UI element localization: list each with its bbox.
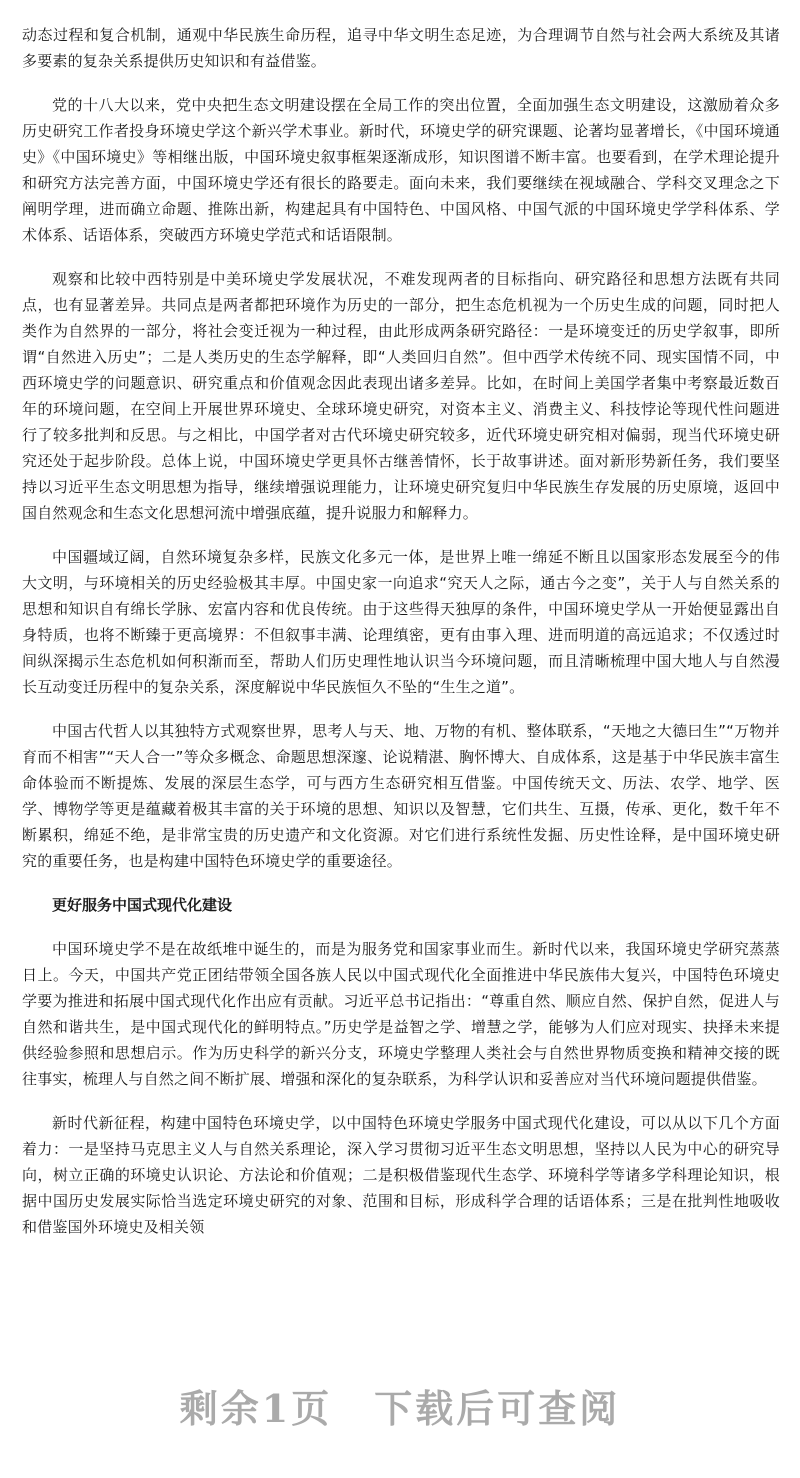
paragraph: 中国疆域辽阔，自然环境复杂多样，民族文化多元一体，是世界上唯一绵延不断且以国家形态发展至今的伟大文明，与环境相关的历史经验极其丰厚。中国史家一向追求“究天人之际，通古今之变”，关于人与自然关系的思想和知识自有绵长学脉、宏富内容和优良传统。由于这些得天独厚的条件，中国环境史学从一开始便显露出自身特质，也将不断臻于更高境界：不但叙事丰满、论理缜密，更有由事入理、进而明道的高远追求；不仅透过时间纵深揭示生态危机如何积渐而至，帮助人们历史理性地认识当今环境问题，而且清晰梳理中国大地人与自然漫长互动变迁历程中的复杂关系，深度解说中华民族恒久不坠的“生生之道”。 [22,548,780,696]
remaining-pages-label: 剩余1页 [179,1386,333,1431]
download-to-view-label: 下载后可查阅 [374,1386,621,1431]
paragraph: 党的十八大以来，党中央把生态文明建设摆在全局工作的突出位置，全面加强生态文明建设，这激励着众多历史研究工作者投身环境史学这个新兴学术事业。新时代，环境史学的研究课题、论著均显著增长，《中国环境通史》《中国环境史》等相继出版，中国环境史叙事框架逐渐成形，知识图谱不断丰富。也要看到，在学术理论提升和研究方法完善方面，中国环境史学还有很长的路要走。面向未来，我们要继续在视域融合、学科交叉理念之下阐明学理，进而确立命题、推陈出新，构建起具有中国特色、中国风格、中国气派的中国环境史学学科体系、学术体系、话语体系，突破西方环境史学范式和话语限制。 [22,96,780,244]
section-heading: 更好服务中国式现代化建设 [52,896,233,914]
download-prompt[interactable] [0,1378,800,1433]
paragraph: 中国古代哲人以其独特方式观察世界，思考人与天、地、万物的有机、整体联系，“天地之大德曰生”“万物并育而不相害”“天人合一”等众多概念、命题思想深邃、论说精湛、胸怀博大、自成体系，这是基于中华民族丰富生命体验而不断提炼、发展的深层生态学，可与西方生态研究相互借鉴。中国传统天文、历法、农学、地学、医学、博物学等更是蕴藏着极其丰富的关于环境的思想、知识以及智慧，它们共生、互摄，传承、更化，数千年不断累积，绵延不绝，是非常宝贵的历史遗产和文化资源。对它们进行系统性发掘、历史性诠释，是中国环境史研究的重要任务，也是构建中国特色环境史学的重要途径。 [22,722,780,870]
paragraph: 新时代新征程，构建中国特色环境史学，以中国特色环境史学服务中国式现代化建设，可以从以下几个方面着力：一是坚持马克思主义人与自然关系理论，深入学习贯彻习近平生态文明思想，坚持以人民为中心的研究导向，树立正确的环境史认识论、方法论和价值观；二是积极借鉴现代生态学、环境科学等诸多学科理论知识，根据中国历史发展实际恰当选定环境史研究的对象、范围和目标，形成科学合理的话语体系；三是在批判性地吸收和借鉴国外环境史及相关领 [22,1114,780,1236]
paragraph: 观察和比较中西特别是中美环境史学发展状况，不难发现两者的目标指向、研究路径和思想方法既有共同点，也有显著差异。共同点是两者都把环境作为历史的一部分，把生态危机视为一个历史生成的问题，同时把人类作为自然界的一部分，将社会变迁视为一种过程，由此形成两条研究路径：一是环境变迁的历史学叙事，即所谓“自然进入历史”；二是人类历史的生态学解释，即“人类回归自然”。但中西学术传统不同、现实国情不同，中西环境史学的问题意识、研究重点和价值观念因此表现出诸多差异。比如，在时间上美国学者集中考察最近数百年的环境问题，在空间上开展世界环境史、全球环境史研究，对资本主义、消费主义、科技悖论等现代性问题进行了较多批判和反思。与之相比，中国学者对古代环境史研究较多，近代环境史研究相对偏弱，现当代环境史研究还处于起步阶段。总体上说，中国环境史学更具怀古继善情怀，长于故事讲述。面对新形势新任务，我们要坚持以习近平生态文明思想为指导，继续增强说理能力，让环境史研究复归中华民族生存发展的历史原境，返回中国自然观念和生态文化思想河流中增强底蕴，提升说服力和解释力。 [22,270,780,522]
article-body [22,22,780,1258]
paragraph: 中国环境史学不是在故纸堆中诞生的，而是为服务党和国家事业而生。新时代以来，我国环境史学研究蒸蒸日上。今天，中国共产党正团结带领全国各族人民以中国式现代化全面推进中华民族伟大复兴，中国特色环境史学要为推进和拓展中国式现代化作出应有贡献。习近平总书记指出：“尊重自然、顺应自然、保护自然，促进人与自然和谐共生，是中国式现代化的鲜明特点。”历史学是益智之学、增慧之学，能够为人们应对现实、抉择未来提供经验参照和思想启示。作为历史科学的新兴分支，环境史学整理人类社会与自然世界物质变换和精神交接的既往事实，梳理人与自然之间不断扩展、增强和深化的复杂联系，为科学认识和妥善应对当代环境问题提供借鉴。 [22,940,780,1088]
paragraph: 动态过程和复合机制，通观中华民族生命历程，追寻中华文明生态足迹，为合理调节自然与社会两大系统及其诸多要素的复杂关系提供历史知识和有益借鉴。 [22,26,780,70]
